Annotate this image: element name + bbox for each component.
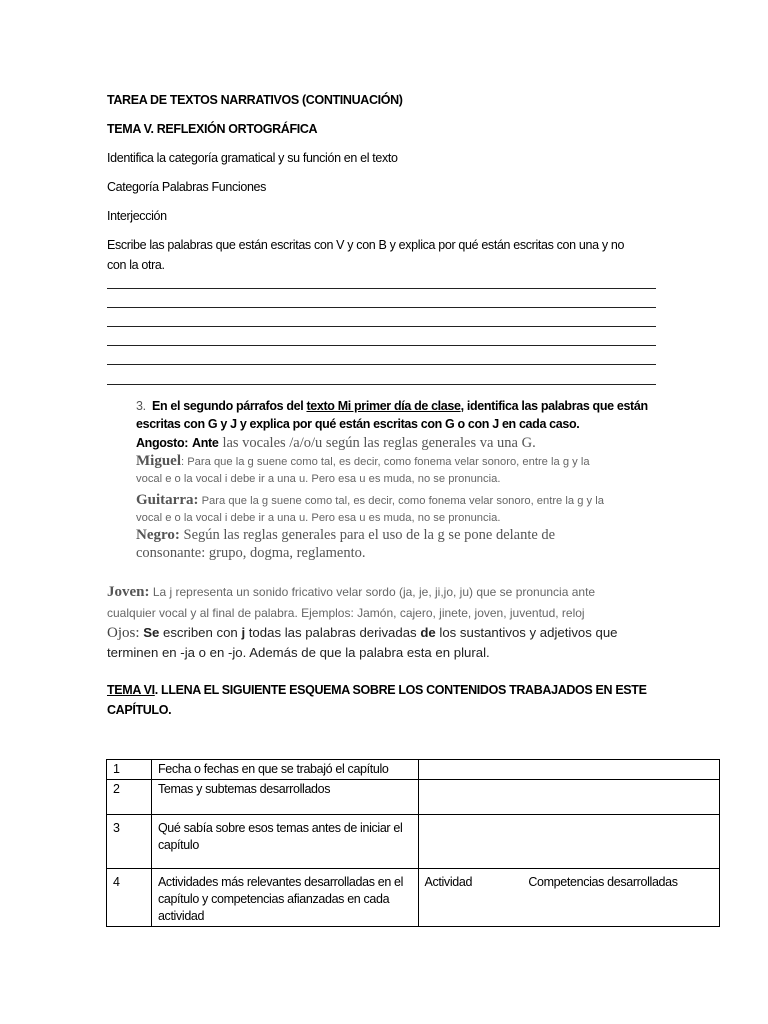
question-3: [136, 399, 648, 413]
answer-negro: [136, 526, 555, 544]
ojos-se: Se: [143, 625, 160, 640]
ojos-text2: todas las palabras derivadas: [245, 625, 421, 640]
ojos-j: j: [241, 625, 246, 640]
tema-vi-heading: [107, 683, 647, 697]
answer-ojos: [107, 625, 618, 642]
tema-vi-line2: CAPÍTULO.: [107, 703, 172, 717]
ojos-de: de: [420, 625, 436, 640]
row-number: 3: [107, 815, 152, 869]
story-title-link: texto Mi primer día de clase: [306, 399, 461, 413]
answer-line: [107, 364, 656, 365]
joven-line2: cualquier vocal y al final de palabra. Ejemplos: Jamón, cajero, jinete, joven, juventud, reloj: [107, 606, 585, 620]
row-description: Actividades más relevantes desarrolladas en el capítulo y competencias afianzadas en cada actividad: [151, 869, 418, 927]
miguel-line1: : Para que la g suene como tal, es decir, como fonema velar sonoro, entre la g y la: [181, 456, 590, 468]
actividad-label: Actividad: [424, 875, 473, 889]
angosto-label: Angosto:: [136, 436, 189, 450]
joven-label: Joven:: [107, 584, 150, 600]
table-row: [107, 815, 720, 869]
answer-angosto: [136, 434, 536, 452]
tema-vi-text: . LLENA EL SIGUIENTE ESQUEMA SOBRE LOS CONTENIDOS TRABAJADOS EN ESTE: [154, 683, 647, 697]
row-number: 1: [107, 760, 152, 780]
tema-vi-label: TEMA VI: [107, 683, 155, 697]
guitarra-line1: Para que la g suene como tal, es decir, como fonema velar sonoro, entre la g y la: [198, 495, 604, 507]
negro-label: Negro:: [136, 527, 180, 543]
answer-guitarra: [136, 491, 604, 510]
answer-joven: [107, 583, 595, 601]
row-answer-cell[interactable]: [418, 869, 720, 927]
category-columns-label: Categoría Palabras Funciones: [107, 180, 267, 194]
negro-line2: consonante: grupo, dogma, reglamento.: [136, 545, 366, 561]
escribe-instruction-line1: Escribe las palabras que están escritas con V y con B y explica por qué están escritas con una y no: [107, 238, 625, 252]
ojos-label: Ojos:: [107, 625, 140, 641]
ojos-text1: escriben con: [159, 625, 242, 640]
joven-line1: La j representa un sonido fricativo velar sordo (ja, je, ji,jo, ju) que se pronuncia ante: [149, 585, 596, 599]
question-3-pre: En el segundo párrafos del: [151, 399, 307, 413]
guitarra-label: Guitarra:: [136, 492, 199, 508]
answer-line: [107, 288, 656, 289]
row-description: Qué sabía sobre esos temas antes de iniciar el capítulo: [151, 815, 418, 869]
question-3-post: , identifica las palabras que están: [460, 399, 648, 413]
row-number: 2: [107, 780, 152, 815]
answer-line: [107, 345, 656, 346]
table-row: [107, 869, 720, 927]
angosto-text: las vocales /a/o/u según las reglas generales va una G.: [222, 435, 536, 451]
content-scheme-table: [106, 759, 720, 927]
row-description: Fecha o fechas en que se trabajó el capítulo: [151, 760, 418, 780]
ojos-text3: los sustantivos y adjetivos que: [435, 625, 618, 640]
question-3-line2: escritas con G y J y explica por qué están escritas con G o con J en cada caso.: [136, 417, 580, 431]
angosto-ante: Ante: [192, 436, 219, 450]
answer-line: [107, 307, 656, 308]
table-row: [107, 780, 720, 815]
row-answer-cell[interactable]: [418, 780, 720, 815]
question-number: 3.: [136, 399, 146, 413]
miguel-line2: vocal e o la vocal i debe ir a una u. Pero esa u es muda, no se pronuncia.: [136, 473, 501, 485]
answer-line: [107, 384, 656, 385]
competencias-label: Competencias desarrolladas: [528, 875, 678, 889]
identifica-instruction: Identifica la categoría gramatical y su función en el texto: [107, 151, 398, 165]
miguel-label: Miguel: [136, 453, 181, 469]
ojos-line2: terminen en -ja o en -jo. Además de que la palabra esta en plural.: [107, 645, 490, 660]
answer-line: [107, 326, 656, 327]
table-row: [107, 760, 720, 780]
escribe-instruction-line2: con la otra.: [107, 258, 165, 272]
tema-v-heading: TEMA V. REFLEXIÓN ORTOGRÁFICA: [107, 122, 318, 136]
answer-miguel: [136, 452, 590, 471]
row-description: Temas y subtemas desarrollados: [151, 780, 418, 815]
row-answer-cell[interactable]: [418, 815, 720, 869]
interjeccion-label: Interjección: [107, 209, 167, 223]
document-title: TAREA DE TEXTOS NARRATIVOS (CONTINUACIÓN): [107, 93, 403, 107]
row-answer-cell[interactable]: [418, 760, 720, 780]
row-number: 4: [107, 869, 152, 927]
negro-line1: Según las reglas generales para el uso de la g se pone delante de: [179, 527, 556, 543]
guitarra-line2: vocal e o la vocal i debe ir a una u. Pero esa u es muda, no se pronuncia.: [136, 512, 501, 524]
